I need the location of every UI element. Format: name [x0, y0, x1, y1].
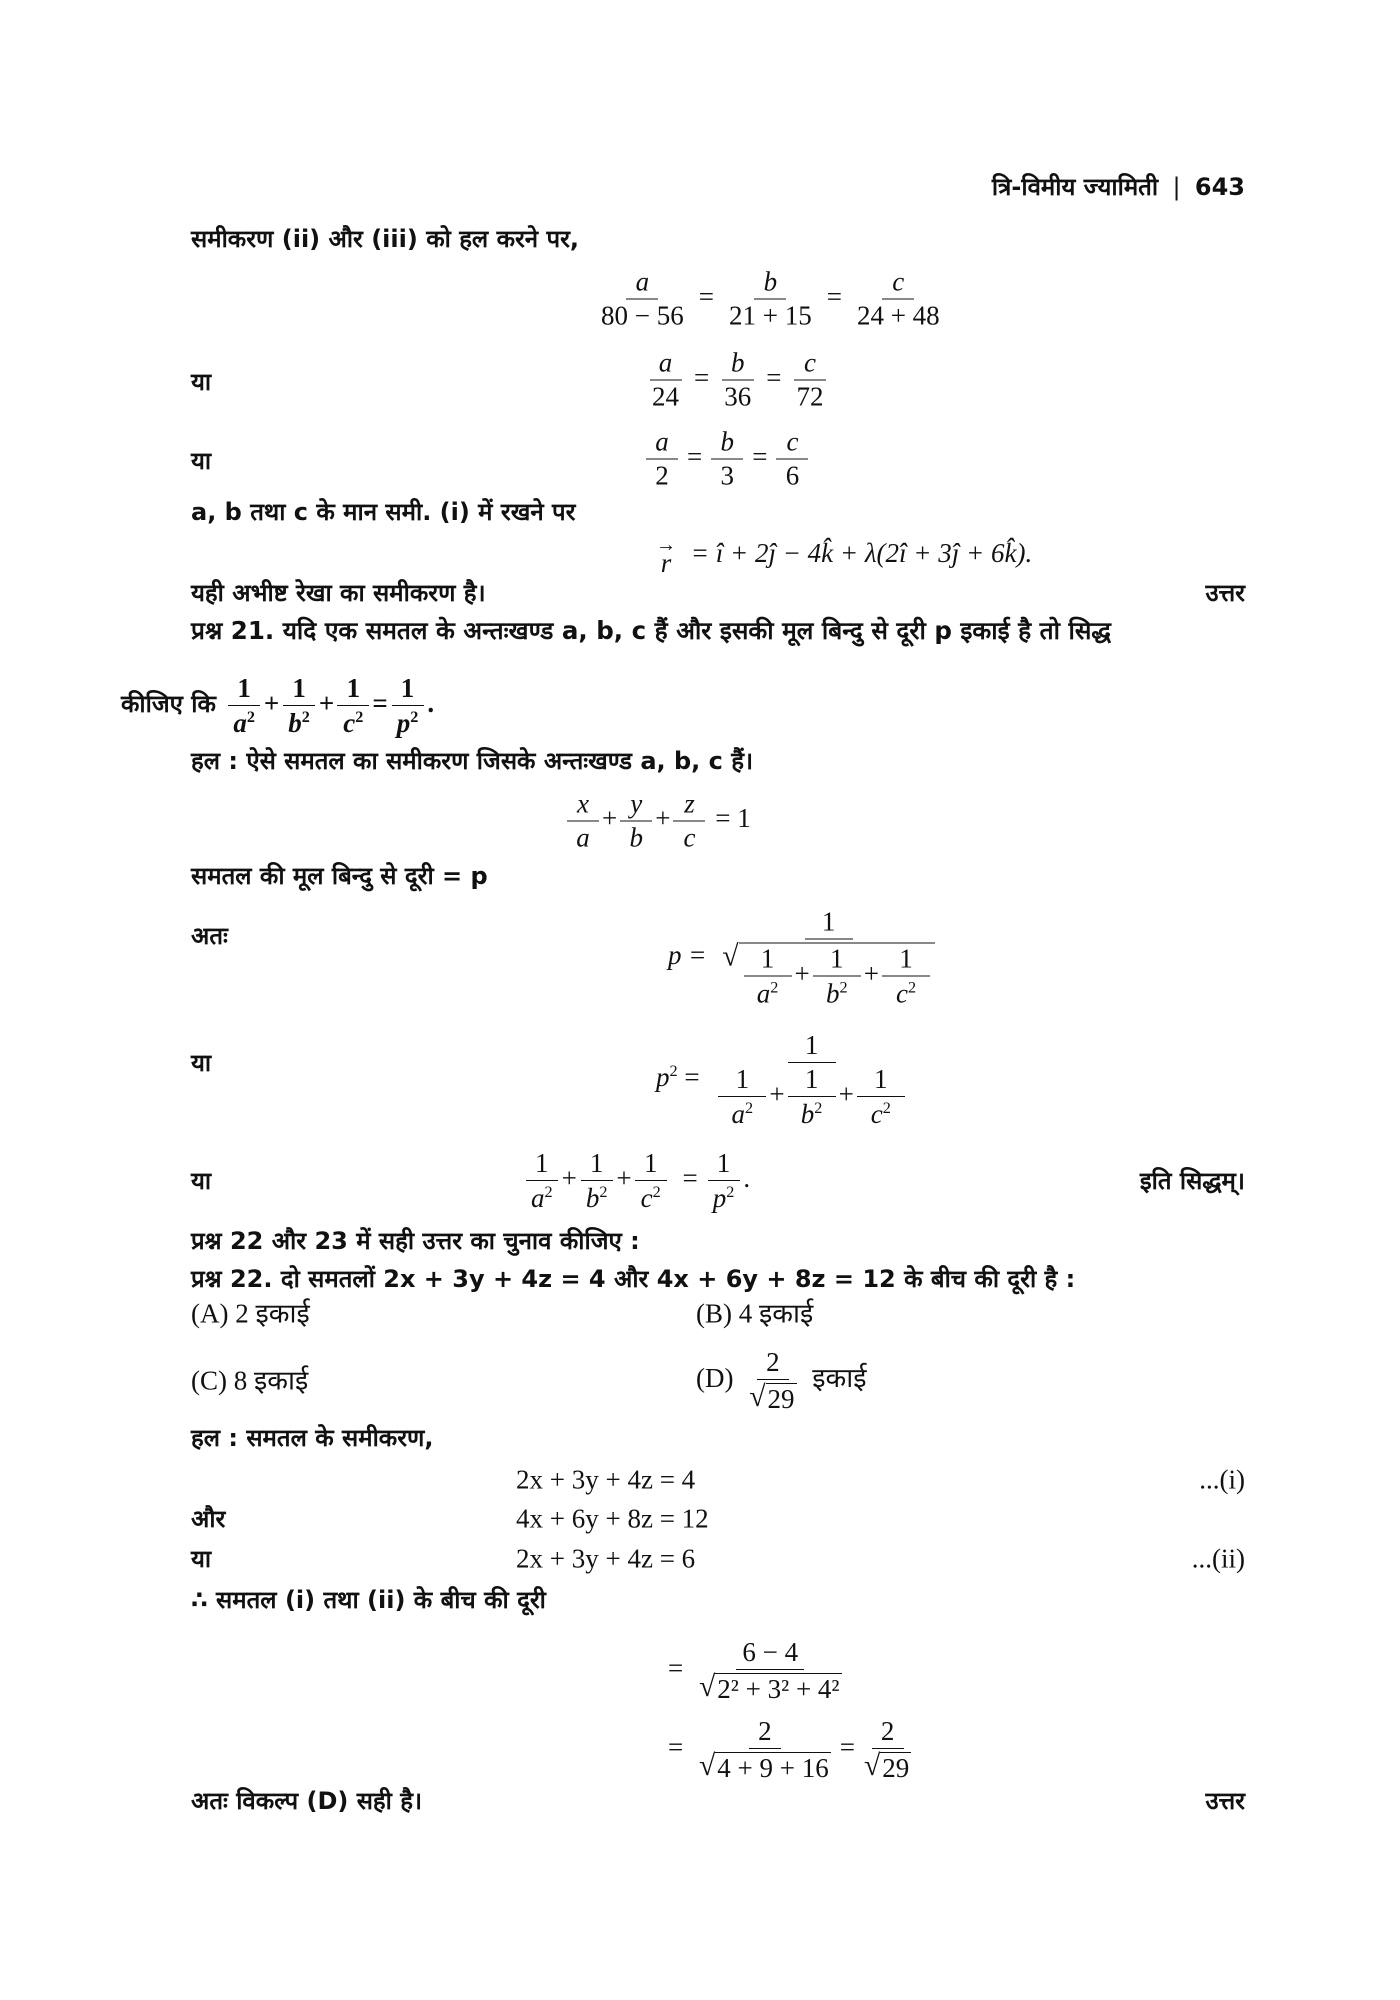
exponent: 2: [839, 978, 848, 997]
option-d-label: (D): [696, 1363, 734, 1394]
distance-step-2: [668, 1718, 920, 1782]
numerator: 1: [813, 946, 861, 977]
p-lhs: p =: [668, 940, 707, 971]
final-identity: $\frac{1}{a^2}$ + $\frac{1}{b^2}$ + $\frac{1}{c^2}$ = $\frac{1}{p^2}$ .: [522, 1150, 750, 1212]
vector-r: r: [660, 548, 672, 579]
exponent: 2: [745, 1099, 754, 1117]
distance-text: समतल की मूल बिन्दु से दूरी = p: [191, 862, 488, 890]
solution-22: हल : समतल के समीकरण,: [191, 1424, 434, 1452]
plane-equation-2-simplified: 2x + 3y + 4z = 6: [516, 1543, 696, 1574]
exponent: 2: [669, 1062, 678, 1081]
exponent: 2: [882, 1099, 891, 1117]
answer-mark: उत्तर: [1205, 579, 1245, 607]
denominator: 24 + 48: [856, 300, 940, 331]
substitution-text: a, b तथा c के मान समी. (i) में रखने पर: [191, 498, 576, 526]
sqrt-icon: √: [863, 1750, 881, 1782]
exponent: 2: [652, 1183, 661, 1201]
option-c: (C) 8 इकाई: [191, 1365, 309, 1396]
exponent: 2: [599, 1183, 608, 1201]
sqrt-icon: √: [698, 1750, 716, 1782]
exponent: 2: [410, 708, 419, 726]
numerator: 1: [581, 1150, 613, 1181]
denominator: 3: [720, 460, 734, 491]
denominator: 29: [767, 1384, 795, 1414]
denominator: a: [233, 708, 247, 738]
option-d-unit: इकाई: [812, 1363, 867, 1394]
final-answer-text: अतः विकल्प (D) सही है।: [191, 1787, 423, 1815]
page-number: 643: [1194, 173, 1245, 201]
denominator: b: [825, 978, 840, 1009]
option-b: (B) 4 इकाई: [696, 1298, 814, 1329]
exponent: 2: [814, 1099, 823, 1117]
denominator: c: [683, 822, 696, 853]
equals-sign: =: [668, 1653, 684, 1684]
denominator: 2² + 3² + 4²: [717, 1674, 840, 1704]
ya-label: या: [191, 368, 212, 396]
vector-line-equation: [656, 534, 1033, 579]
numerator: 1: [283, 675, 315, 706]
plane-equation-1: 2x + 3y + 4z = 4: [516, 1464, 696, 1495]
denominator: a: [731, 1099, 746, 1129]
p-lhs: p: [656, 1062, 670, 1093]
answer-mark: उत्तर: [1205, 1787, 1245, 1815]
numerator: y: [620, 791, 652, 822]
exponent: 2: [726, 1183, 735, 1201]
numerator: 2: [757, 1349, 789, 1380]
numerator: c: [776, 429, 808, 460]
numerator: c: [882, 269, 914, 300]
numerator: 1: [635, 1150, 667, 1181]
denominator: 36: [724, 381, 752, 412]
numerator: 1: [708, 1150, 740, 1181]
chapter-title: त्रि-विमीय ज्यामिती: [991, 173, 1159, 201]
vector-rhs: = î + 2ĵ − 4k̂ + λ(2î + 3ĵ + 6k̂).: [690, 538, 1033, 569]
exponent: 2: [246, 708, 255, 726]
intercept-plane-equation: $\frac{x}{a}$ + $\frac{y}{b}$ + $\frac{z}{c}$ = 1: [564, 791, 751, 852]
numerator: 6 − 4: [736, 1639, 804, 1670]
numerator: 1: [788, 1066, 836, 1097]
denominator: b: [585, 1183, 600, 1213]
numerator: z: [673, 791, 705, 822]
exponent: 2: [301, 708, 310, 726]
denominator: c: [343, 708, 356, 738]
therefore-text: ∴ समतल (i) तथा (ii) के बीच की दूरी: [191, 1586, 546, 1614]
option-a: (A) 2 इकाई: [191, 1298, 310, 1329]
numerator: b: [722, 350, 754, 381]
numerator: 2: [749, 1718, 781, 1749]
eq-label: या: [191, 1545, 212, 1573]
denominator: 4 + 9 + 16: [717, 1753, 829, 1783]
exponent: 2: [355, 708, 364, 726]
numerator: b: [754, 269, 786, 300]
denominator: 6: [785, 460, 800, 491]
qed-mark: इति सिद्धम्।: [1139, 1167, 1245, 1195]
option-d: [696, 1349, 867, 1413]
denominator: b: [800, 1099, 815, 1129]
ya-label: या: [191, 1167, 212, 1195]
denominator: 72: [796, 381, 824, 412]
header-separator: |: [1172, 173, 1181, 201]
ya-label: या: [191, 1049, 212, 1077]
eq-label: और: [191, 1505, 226, 1533]
numerator: 1: [744, 946, 792, 977]
exponent: 2: [770, 978, 779, 997]
sqrt-icon: √: [749, 1381, 766, 1413]
p-squared-equation: $p^2$ = 1 $\frac{1}{a^2}$ + $\frac{1}{b^2}$ + $\frac{1}{c^2}$: [656, 1032, 917, 1128]
sqrt-icon: √: [722, 940, 739, 973]
sqrt-icon: √: [698, 1671, 716, 1703]
denominator: a: [756, 978, 771, 1009]
numerator: a: [650, 350, 682, 381]
atah-label: अतः: [191, 922, 228, 950]
exponent: 2: [907, 978, 917, 997]
ratio-equation-3: $\frac{a}{2}$ = $\frac{b}{3}$ = $\frac{c}{6}$: [643, 429, 811, 490]
denominator: 29: [882, 1753, 910, 1783]
numerator: 1: [805, 909, 853, 940]
numerator: c: [794, 350, 826, 381]
plane-equation-2: 4x + 6y + 8z = 12: [516, 1503, 709, 1534]
denominator: 21 + 15: [728, 300, 812, 331]
ratio-equation-1: $\frac{a}{80 - 56}$ = $\frac{b}{21 + 15}$ = $\frac{c}{24 + 48}$: [592, 269, 949, 330]
running-header: [992, 175, 1245, 199]
question-22: प्रश्न 22. दो समतलों 2x + 3y + 4z = 4 और 4x + 6y + 8z = 12 के बीच की दूरी है :: [191, 1265, 1076, 1293]
denominator: a: [576, 822, 590, 853]
numerator: 1: [882, 946, 930, 977]
mcq-instruction: प्रश्न 22 और 23 में सही उत्तर का चुनाव कीजिए :: [191, 1227, 640, 1255]
p-equation: p = 1 √ $\frac{1}{a^2}$ + $\frac{1}{b^2}$ + $\frac{1}{c^2}$: [668, 909, 944, 1008]
solution-21: हल : ऐसे समतल का समीकरण जिसके अन्तःखण्ड a, b, c हैं।: [191, 747, 754, 775]
ya-label: या: [191, 447, 212, 475]
equation-tag: ...(i): [1199, 1464, 1245, 1495]
denominator: a: [531, 1183, 545, 1213]
conclusion-text: यही अभीष्ट रेखा का समीकरण है।: [191, 579, 486, 607]
numerator: 1: [788, 1032, 836, 1063]
numerator: b: [711, 429, 743, 460]
numerator: 1: [228, 675, 260, 706]
equation-tag: ...(ii): [1191, 1543, 1245, 1574]
numerator: x: [567, 791, 599, 822]
numerator: 1: [526, 1150, 558, 1181]
denominator: 80 − 56: [601, 300, 684, 331]
denominator: p: [712, 1183, 727, 1213]
denominator: 24: [652, 381, 679, 412]
numerator: a: [646, 429, 678, 460]
numerator: 2: [872, 1718, 904, 1749]
question-21: प्रश्न 21. यदि एक समतल के अन्तःखण्ड a, b, c हैं और इसकी मूल बिन्दु से दूरी p इकाई है तो सिद्ध: [191, 615, 1112, 645]
distance-step-1: [668, 1639, 851, 1703]
ratio-equation-2: $\frac{a}{24}$ = $\frac{b}{36}$ = $\frac{c}{72}$: [643, 350, 832, 411]
plane-rhs: = 1: [715, 803, 751, 834]
denominator: b: [629, 822, 643, 853]
denominator: 2: [655, 460, 669, 491]
equals-sign: =: [668, 1732, 684, 1763]
prove-statement: कीजिए कि $\frac{1}{a^2}$ + $\frac{1}{b^2}$ + $\frac{1}{c^2}$ = $\frac{1}{p^2}$ .: [121, 673, 435, 738]
equals-sign: =: [839, 1732, 855, 1763]
denominator: p: [396, 708, 411, 738]
exponent: 2: [544, 1183, 553, 1201]
prove-prefix: कीजिए कि: [121, 690, 216, 719]
numerator: 1: [392, 675, 424, 706]
vector-arrow-icon: →: [656, 534, 676, 557]
numerator: 1: [857, 1066, 905, 1097]
solve-intro: समीकरण (ii) और (iii) को हल करने पर,: [191, 225, 580, 253]
denominator: c: [870, 1099, 883, 1129]
denominator: c: [640, 1183, 653, 1213]
numerator: 1: [718, 1066, 766, 1097]
denominator: c: [895, 978, 908, 1009]
denominator: b: [288, 708, 302, 738]
numerator: a: [626, 269, 658, 300]
numerator: 1: [337, 675, 369, 706]
